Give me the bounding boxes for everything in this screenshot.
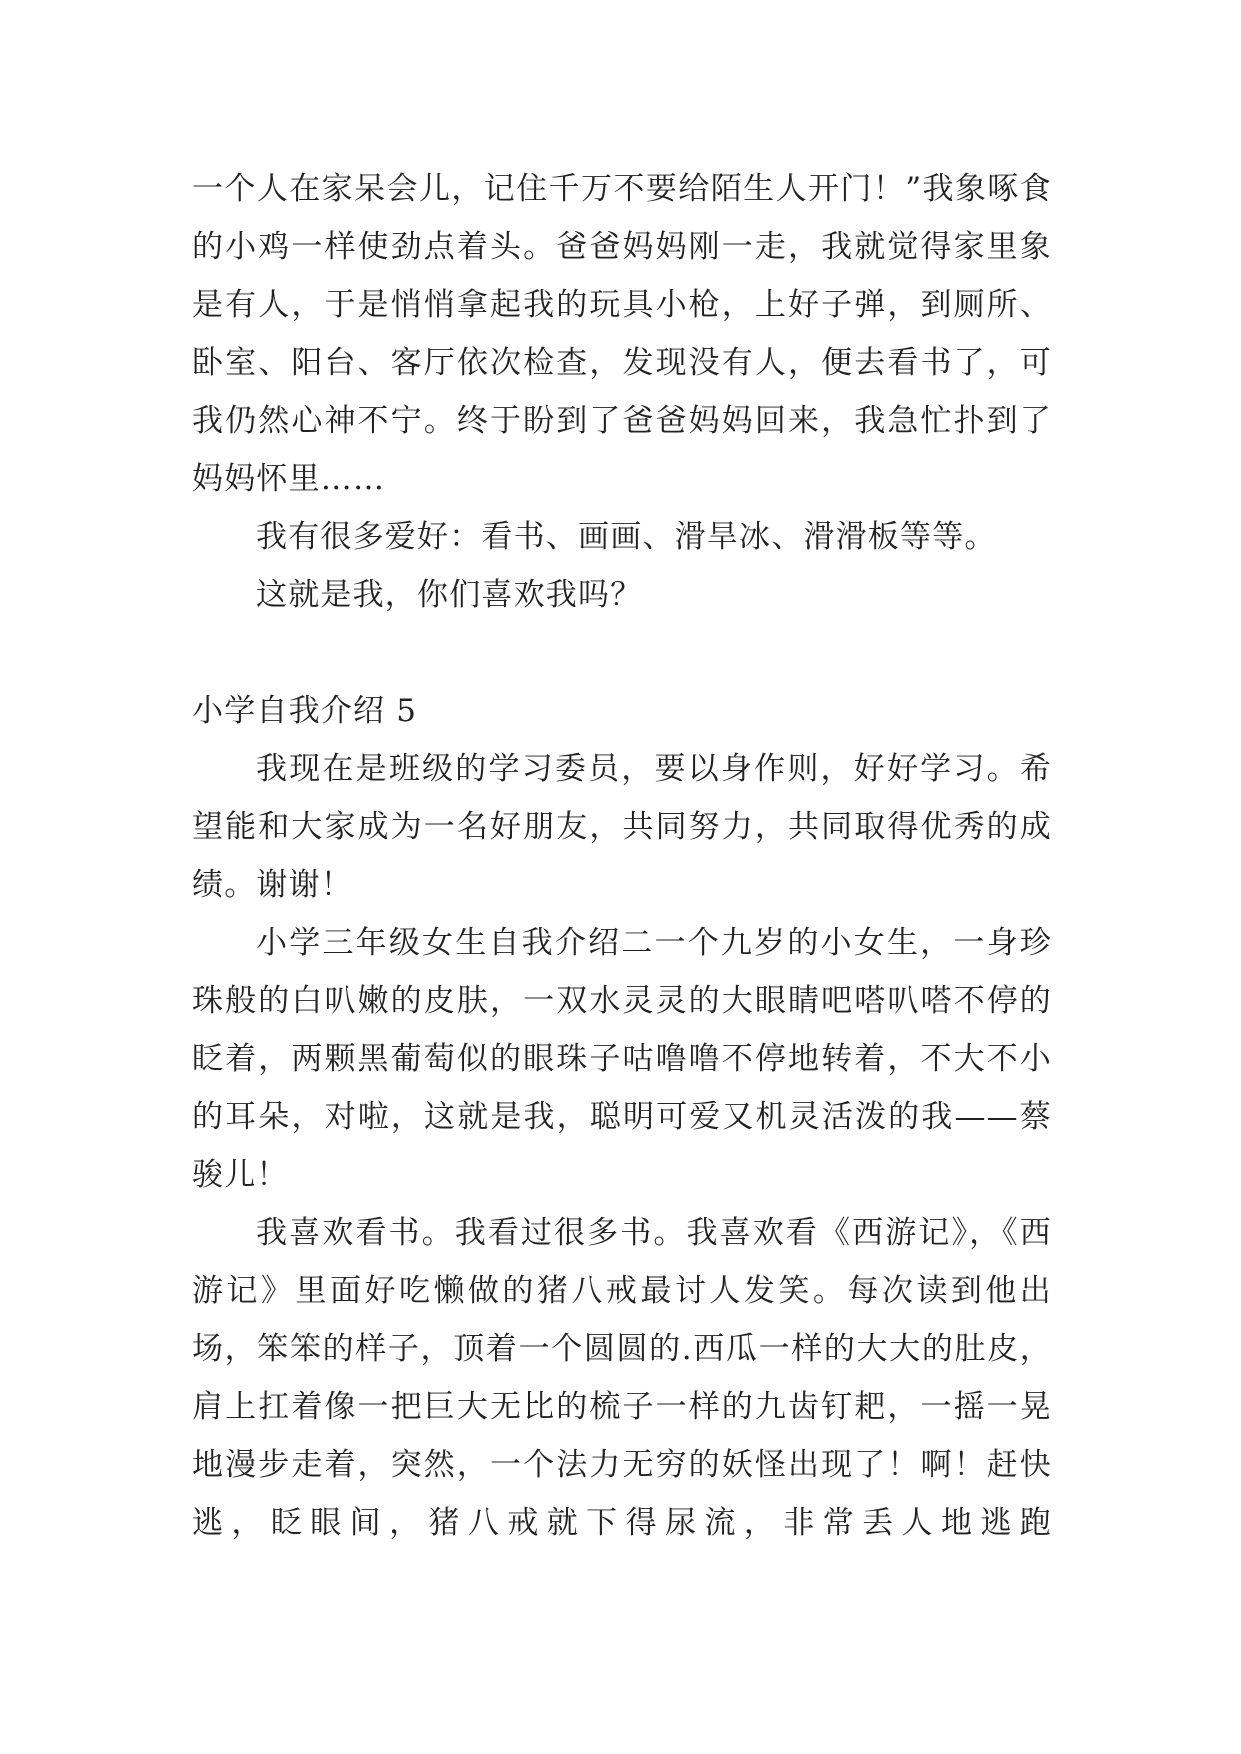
paragraph-class-committee: 我现在是班级的学习委员，要以身作则，好好学习。希望能和大家成为一名好朋友，共同努力，共同取得优秀的成绩。谢谢！ <box>192 751 1052 903</box>
section-spacer <box>192 624 1052 682</box>
document-body <box>192 160 1052 1552</box>
paragraph-closing-question: 这就是我，你们喜欢我吗？ <box>256 577 643 613</box>
section-title: 小学自我介绍 5 <box>192 693 418 729</box>
paragraph-story-continuation: 一个人在家呆会儿，记住千万不要给陌生人开门！”我象啄食的小鸡一样使劲点着头。爸爸妈妈刚一走，我就觉得家里象是有人，于是悄悄拿起我的玩具小枪，上好子弹，到厕所、卧室、阳台、客厅依次检查，发现没有人，便去看书了，可我仍然心神不宁。终于盼到了爸爸妈妈回来，我急忙扑到了妈妈怀里…… <box>192 171 1052 497</box>
paragraph-self-description: 小学三年级女生自我介绍二一个九岁的小女生，一身珍珠般的白叭嫩的皮肤，一双水灵灵的大眼睛吧嗒叭嗒不停的眨着，两颗黑葡萄似的眼珠子咕噜噜不停地转着，不大不小的耳朵，对啦，这就是我，聪明可爱又机灵活泼的我——蔡骏儿！ <box>192 925 1052 1193</box>
paragraph-reading: 我喜欢看书。我看过很多书。我喜欢看《西游记》，《西游记》里面好吃懒做的猪八戒最讨人发笑。每次读到他出场，笨笨的样子，顶着一个圆圆的.西瓜一样的大大的肚皮，肩上扛着像一把巨大无比的梳子一样的九齿钉耙，一摇一晃地漫步走着，突然，一个法力无穷的妖怪出现了！啊！赶快逃，眨眼间，猪八戒就下得尿流，非常丢人地逃跑 <box>192 1215 1052 1541</box>
paragraph-hobbies: 我有很多爱好：看书、画画、滑旱冰、滑滑板等等。 <box>256 519 997 555</box>
